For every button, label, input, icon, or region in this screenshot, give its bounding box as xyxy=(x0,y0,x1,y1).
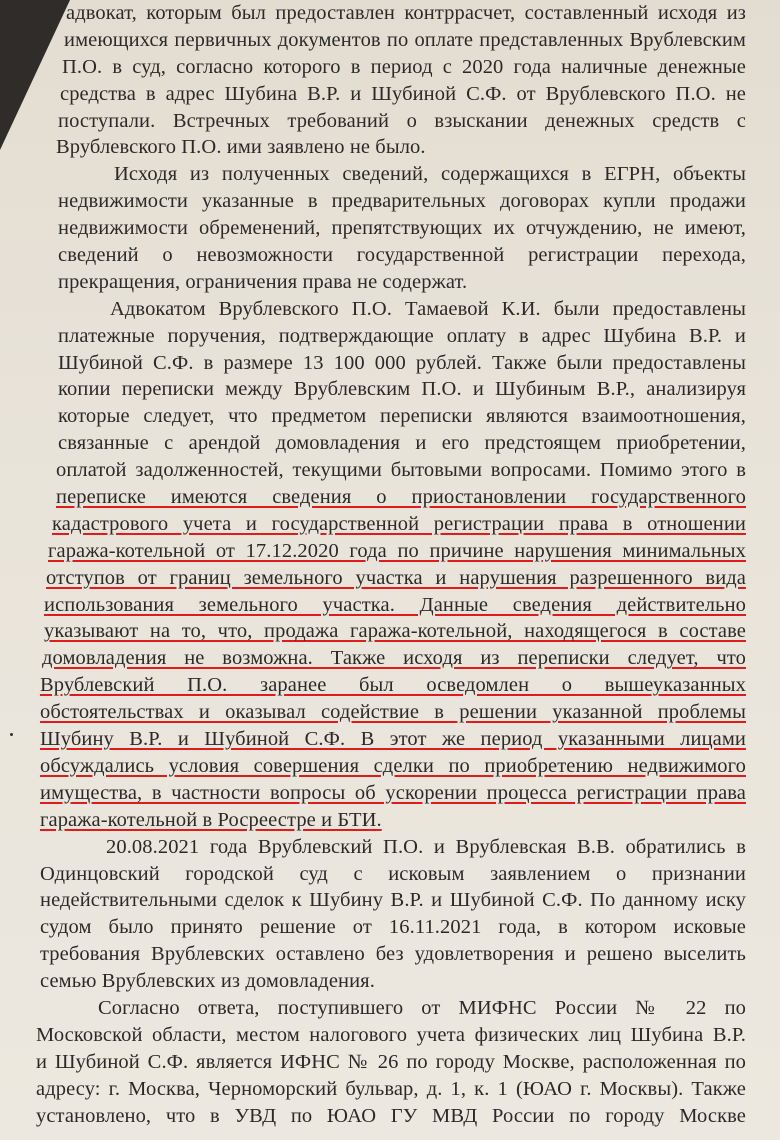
text-line: Шубиной С.Ф. в размере 13 100 000 рублей. Также были предоставлены xyxy=(58,351,746,374)
text-line: Врублевский П.О. заранее был осведомлен о вышеуказанных xyxy=(40,674,746,697)
text-line: которые следует, что предметом переписки являются взаимоотношения, xyxy=(58,405,746,428)
text-line: Согласно ответа, поступившего от МИФНС России № 22 по xyxy=(98,996,746,1019)
text-line: сведений о невозможности государственной регистрации перехода, xyxy=(58,244,746,267)
text-line: Исходя из полученных сведений, содержащихся в ЕГРН, объекты xyxy=(114,163,746,186)
text-line: имущества, в частности вопросы об ускорении процесса регистрации права xyxy=(40,781,746,804)
paragraph xyxy=(6,0,746,161)
margin-dot xyxy=(10,733,13,736)
text-line: требования Врублевских оставлено без удовлетворения и решено выселить xyxy=(40,943,746,966)
text-line: судом было принято решение от 16.11.2021 года, в котором исковые xyxy=(40,916,746,939)
text-line: Врублевского П.О. ими заявлено не было. xyxy=(56,136,426,159)
text-line: недвижимости обременений, препятствующих их отчуждению, не имеют, xyxy=(58,217,746,240)
text-line: платежные поручения, подтверждающие оплату в адрес Шубина В.Р. и xyxy=(58,324,746,347)
text-line: гаража-котельной в Росреестре и БТИ. xyxy=(40,808,382,831)
text-line: недействительными сделок к Шубину В.Р. и Шубиной С.Ф. По данному иску xyxy=(40,889,746,912)
text-line: кадастрового учета и государственной регистрации права в отношении xyxy=(52,512,746,535)
text-line: указывают на то, что, продажа гаража-котельной, находящегося в составе xyxy=(44,620,746,643)
paragraph xyxy=(6,995,746,1129)
paragraph xyxy=(6,296,746,834)
text-line: обстоятельствах и оказывал содействие в решении указанной проблемы xyxy=(40,701,746,724)
text-line: домовладения не возможна. Также исходя из переписки следует, что xyxy=(42,647,746,670)
text-line: оплатой задолженностей, текущими бытовыми вопросами. Помимо этого в xyxy=(56,459,746,482)
text-line: Адвокатом Врублевского П.О. Тамаевой К.И. были предоставлены xyxy=(110,297,746,320)
text-line: установлено, что в УВД по ЮАО ГУ МВД России по городу Москве xyxy=(36,1104,746,1127)
text-line: 20.08.2021 года Врублевский П.О. и Врублевская В.В. обратились в xyxy=(106,835,746,858)
text-line: Московской области, местом налогового учета физических лиц Шубина В.Р. xyxy=(36,1023,746,1046)
document-body xyxy=(6,0,746,1129)
text-line: гаража-котельной от 17.12.2020 года по причине нарушения минимальных xyxy=(48,539,746,562)
text-line: прекращения, ограничения права не содержат. xyxy=(58,270,468,293)
text-line: адресу: г. Москва, Черноморский бульвар, д. 1, к. 1 (ЮАО г. Москвы). Также xyxy=(36,1077,746,1100)
text-line: отступов от границ земельного участка и нарушения разрешенного вида xyxy=(46,566,746,589)
text-line: переписке имеются сведения о приостановлении государственного xyxy=(56,486,746,509)
text-line: имеющихся первичных документов по оплате представленных Врублевским xyxy=(64,28,746,51)
text-line: адвокат, которым был предоставлен контррасчет, составленный исходя из xyxy=(66,2,746,24)
text-line: семью Врублевских из домовладения. xyxy=(40,970,375,993)
text-line: связанные с арендой домовладения и его предстоящем приобретении, xyxy=(58,432,746,455)
text-line: использования земельного участка. Данные сведения действительно xyxy=(44,593,746,616)
text-line: и Шубиной С.Ф. является ИФНС № 26 по городу Москве, расположенная по xyxy=(36,1050,746,1073)
text-line: поступали. Встречных требований о взыскании денежных средств с xyxy=(58,109,746,132)
text-line: недвижимости указанные в предварительных договорах купли продажи xyxy=(58,190,746,213)
text-line: Шубину В.Р. и Шубиной С.Ф. В этот же период указанными лицами xyxy=(40,728,746,751)
text-line: обсуждались условия совершения сделки по приобретению недвижимого xyxy=(40,754,746,777)
text-line: П.О. в суд, согласно которого в период с 2020 года наличные денежные xyxy=(62,55,746,78)
text-line: Одинцовский городской суд с исковым заявлением о признании xyxy=(40,862,746,885)
paragraph xyxy=(6,834,746,995)
text-line: средства в адрес Шубина В.Р. и Шубиной С.Ф. от Врублевского П.О. не xyxy=(60,82,746,105)
text-line: копии переписки между Врублевским П.О. и Шубиным В.Р., анализируя xyxy=(58,378,746,401)
paragraph xyxy=(6,161,746,295)
